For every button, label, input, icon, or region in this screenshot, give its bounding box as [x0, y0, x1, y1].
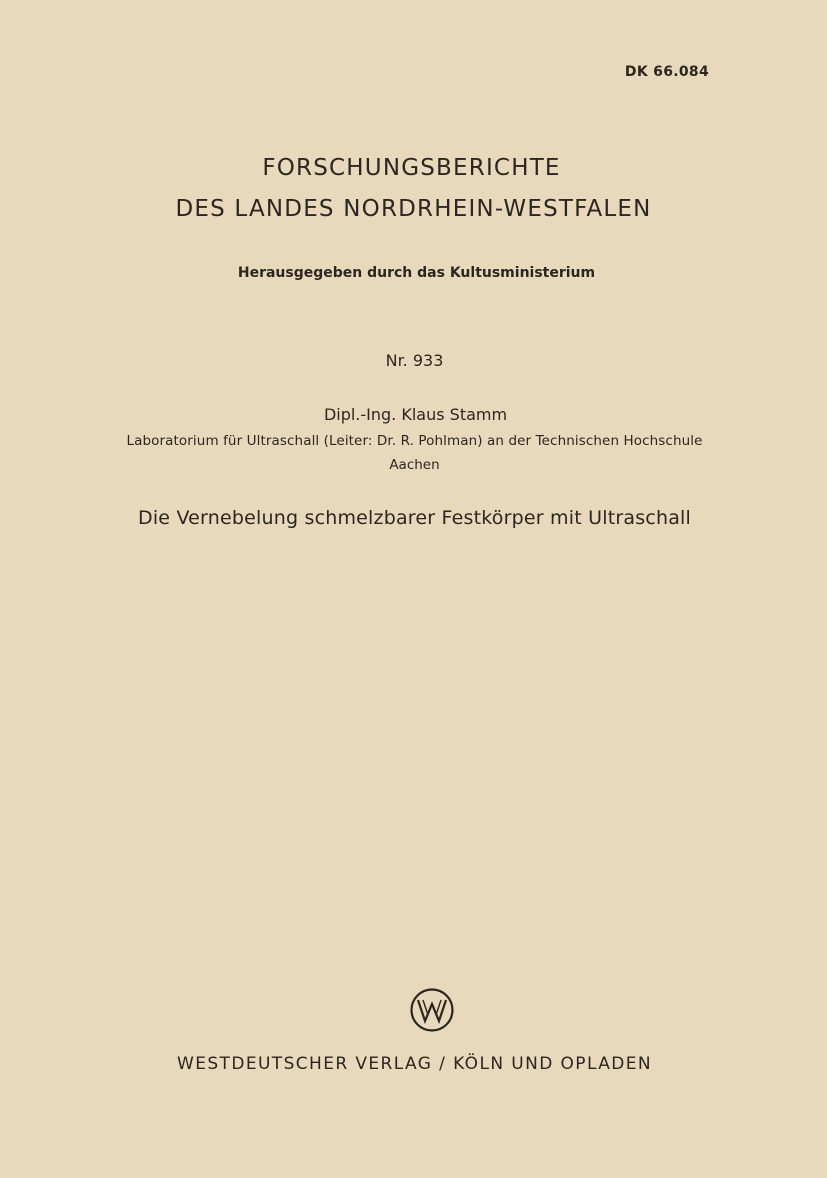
series-title-line-2: DES LANDES NORDRHEIN-WESTFALEN: [175, 196, 652, 222]
affiliation-city: Aachen: [389, 457, 440, 473]
publisher-w-monogram-icon: [409, 987, 455, 1033]
document-title: Die Vernebelung schmelzbarer Festkörper mit Ultraschall: [138, 507, 691, 529]
report-number: Nr. 933: [385, 351, 444, 370]
publisher-imprint: WESTDEUTSCHER VERLAG / KÖLN UND OPLADEN: [177, 1054, 652, 1074]
series-title-line-1: FORSCHUNGSBERICHTE: [262, 155, 561, 181]
editor-note: Herausgegeben durch das Kultusministerium: [237, 265, 596, 281]
classification-number: DK 66.084: [624, 64, 709, 80]
author-name: Dipl.-Ing. Klaus Stamm: [323, 405, 508, 424]
author-affiliation: Laboratorium für Ultraschall (Leiter: Dr. R. Pohlman) an der Technischen Hochschule: [126, 433, 703, 449]
